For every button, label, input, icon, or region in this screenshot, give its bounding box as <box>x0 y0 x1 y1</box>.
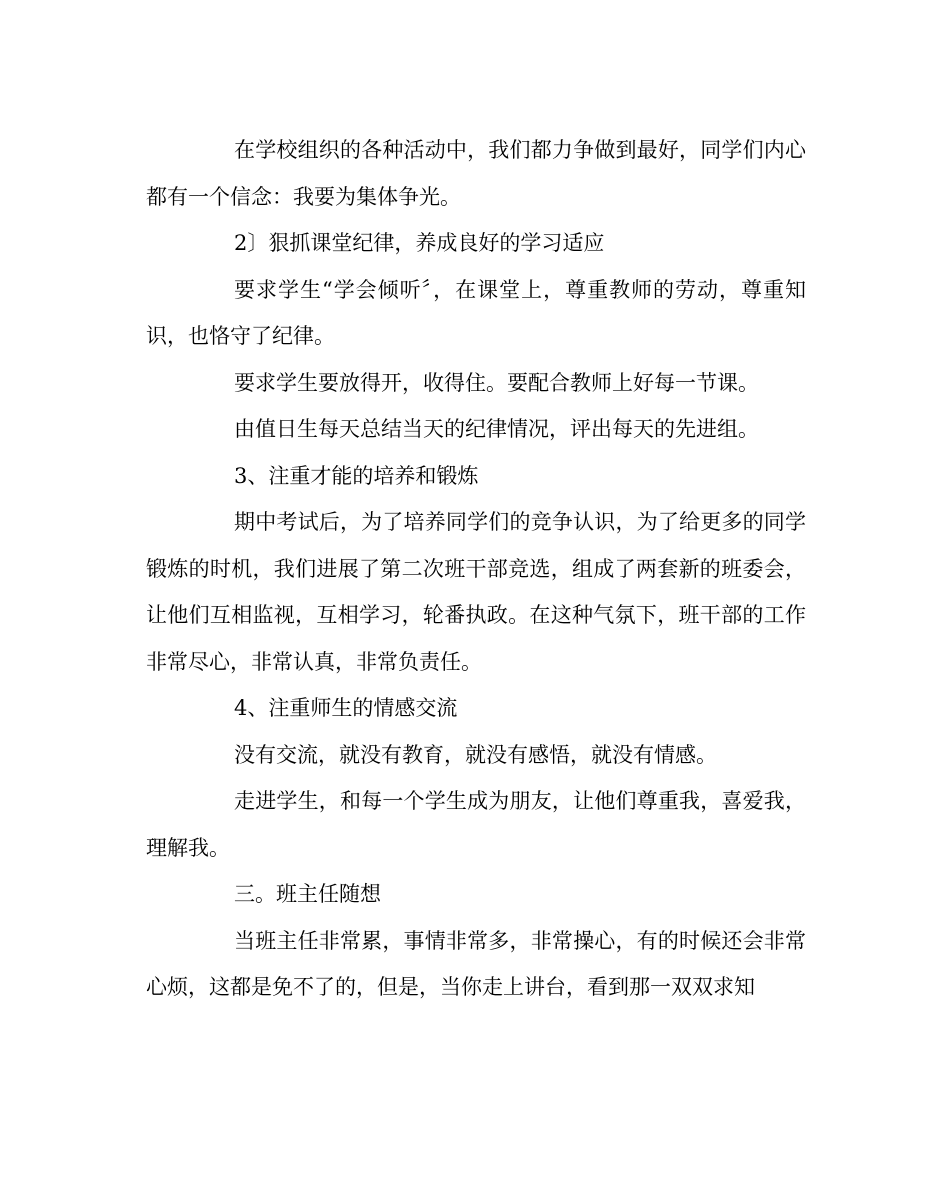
paragraph-cooperate: 要求学生要放得开，收得住。要配合教师上好每一节课。 <box>234 370 759 395</box>
heading-ability-training: 3、注重才能的培养和锻炼 <box>234 463 479 488</box>
paragraph-activities: 在学校组织的各种活动中，我们都力争做到最好，同学们内心都有一个信念：我要为集体争光。 <box>146 138 806 209</box>
paragraph-friends: 走进学生，和每一个学生成为朋友，让他们尊重我，喜爱我，理解我。 <box>146 789 806 860</box>
document-body <box>146 127 806 1011</box>
paragraph-teacher-tired: 当班主任非常累，事情非常多，非常操心，有的时候还会非常心烦，这都是免不了的，但是，当你走上讲台，看到那一双双求知 <box>146 928 806 999</box>
heading-teacher-thoughts: 三。班主任随想 <box>234 882 381 906</box>
paragraph-communication: 没有交流，就没有教育，就没有感悟，就没有情感。 <box>234 742 717 767</box>
paragraph-duty-student: 由值日生每天总结当天的纪律情况，评出每天的先进组。 <box>234 417 759 441</box>
paragraph-listening: 要求学生“学会倾听〞，在课堂上，尊重教师的劳动，尊重知识，也恪守了纪律。 <box>146 277 806 348</box>
heading-classroom-discipline: 2〕狠抓课堂纪律，养成良好的学习适应 <box>234 231 605 255</box>
paragraph-cadre-election: 期中考试后，为了培养同学们的竞争认识，为了给更多的同学锻炼的时机，我们进展了第二次班干部竞选，组成了两套新的班委会，让他们互相监视，互相学习，轮番执政。在这种气氛下，班干部的工作非常尽心，非常认真，非常负责任。 <box>146 510 806 674</box>
heading-emotional-exchange: 4、注重师生的情感交流 <box>234 696 458 720</box>
